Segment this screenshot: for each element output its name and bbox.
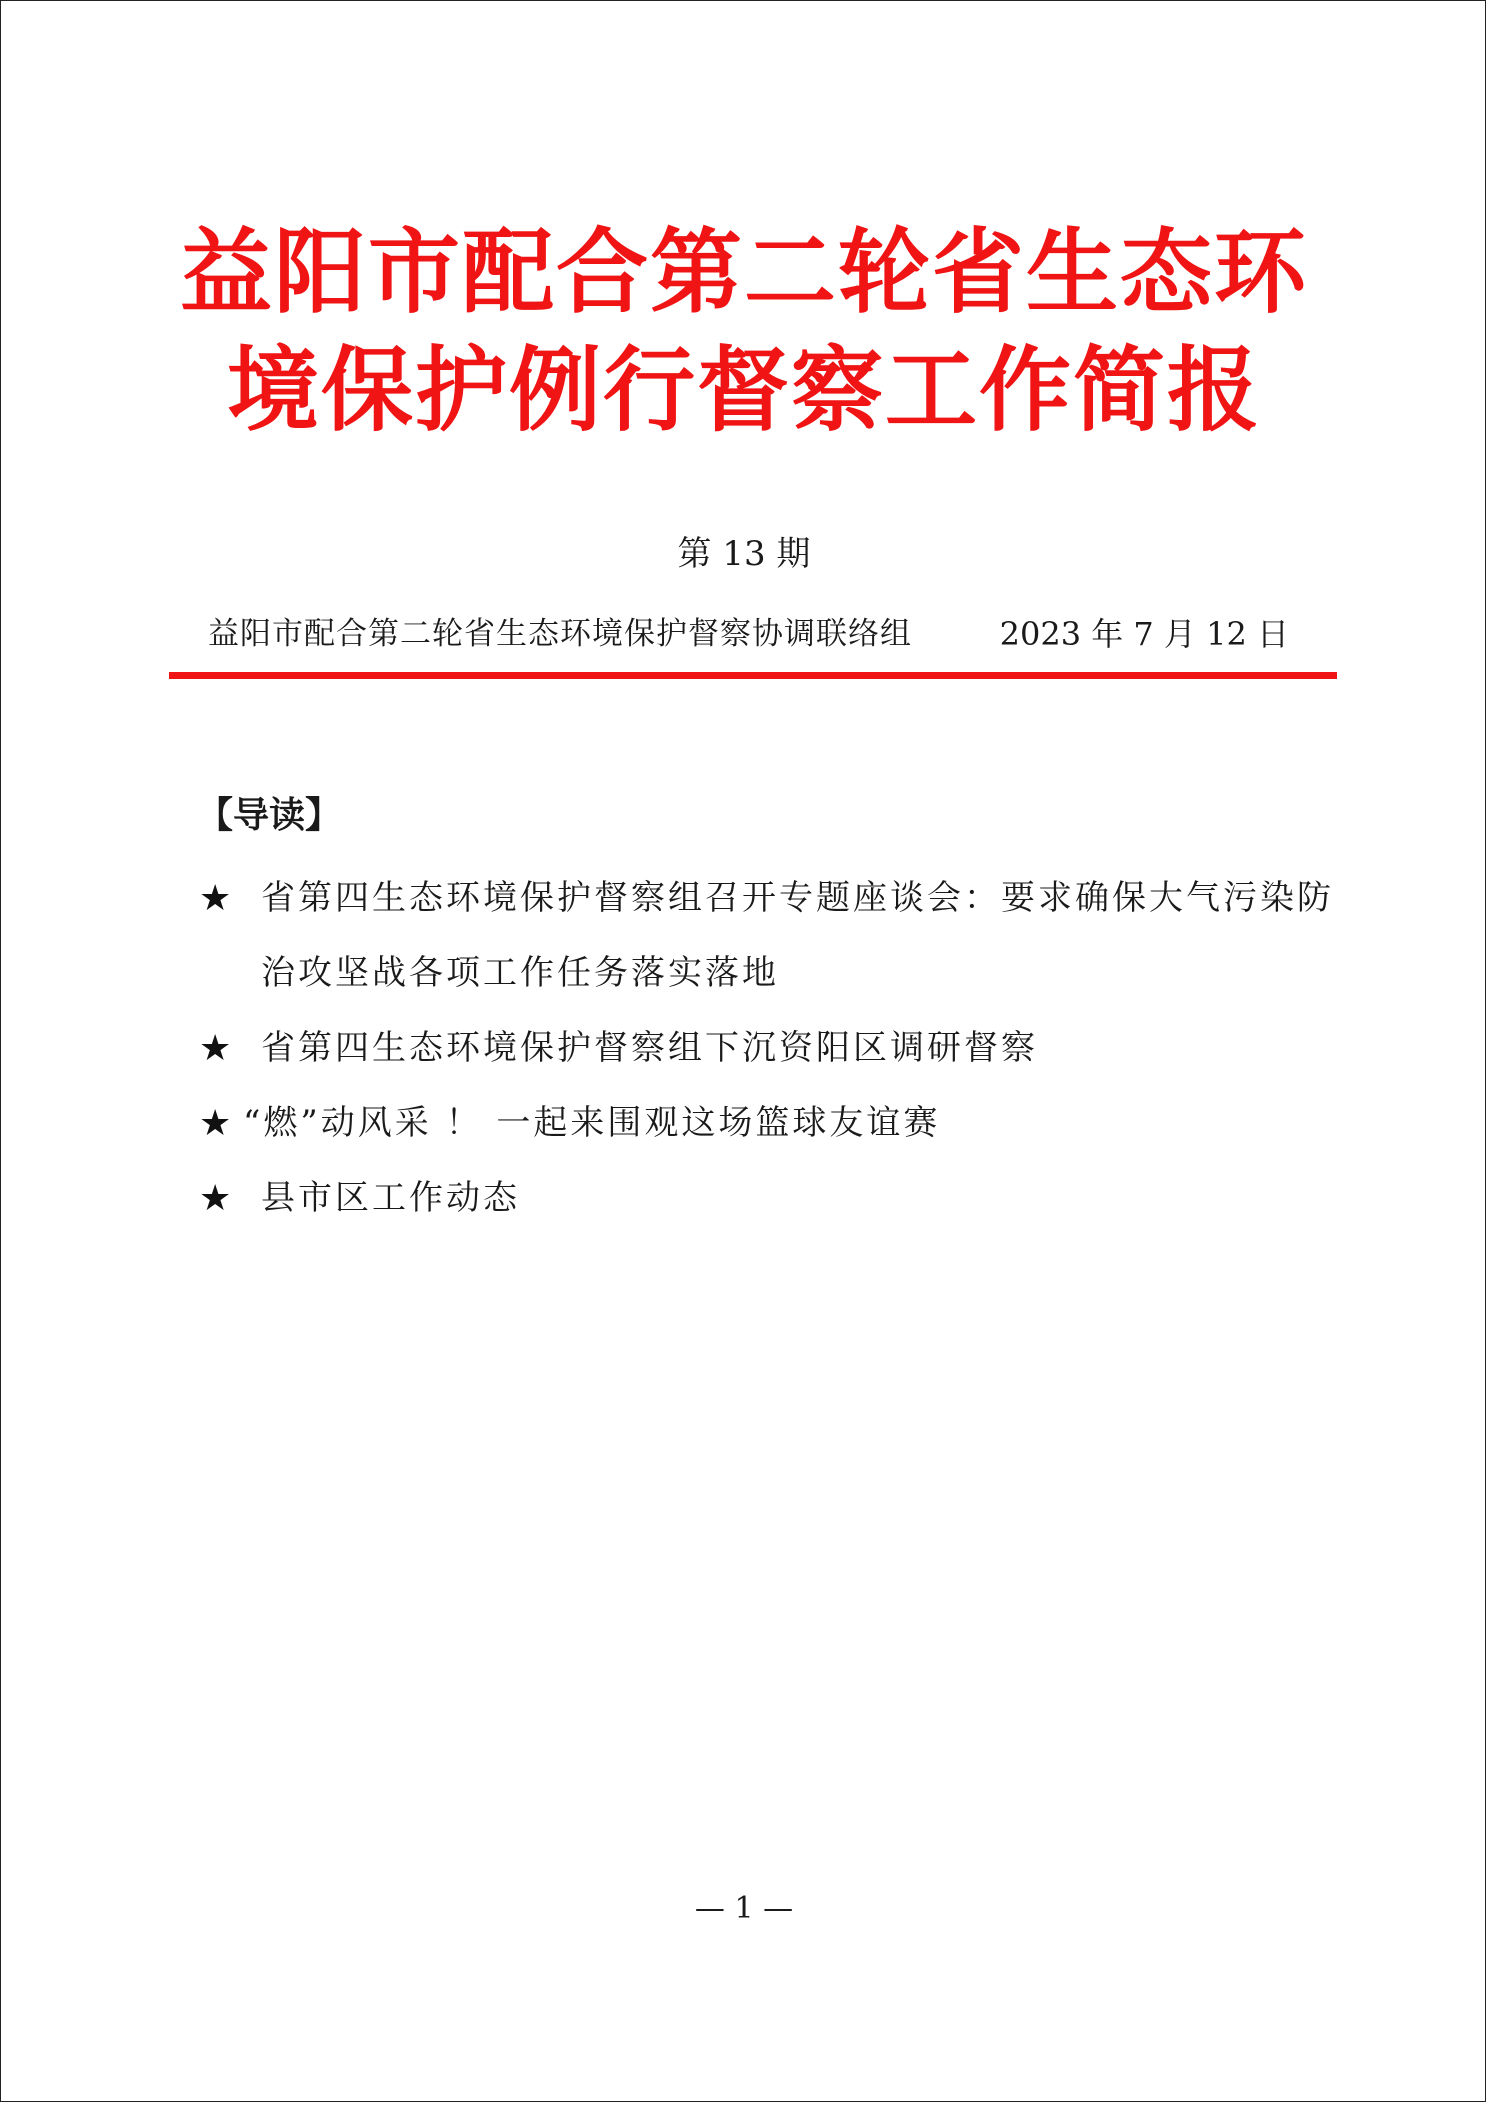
- star-icon: ★: [199, 878, 235, 919]
- issuing-organization: 益阳市配合第二轮省生态环境保护督察协调联络组: [208, 616, 912, 652]
- guide-item-text: 省第四生态环境保护督察组下沉资阳区调研督察: [261, 1028, 1038, 1068]
- guide-item-text: 省第四生态环境保护督察组召开专题座谈会：要求确保大气污染防治攻坚战各项工作任务落实落地: [261, 878, 1334, 993]
- guide-item: [199, 861, 1339, 1011]
- guide-list: [199, 861, 1339, 1236]
- star-icon: ★: [199, 1028, 235, 1069]
- star-icon: ★: [199, 1178, 235, 1219]
- issue-number: 第 13 期: [677, 534, 811, 574]
- guide-item: [199, 1011, 1339, 1086]
- bulletin-title-line-2: 境保护例行督察工作简报: [226, 336, 1261, 444]
- guide-heading: 【导读】: [197, 795, 342, 836]
- star-icon: ★: [199, 1103, 235, 1144]
- guide-item-text: “燃”动风采 ！ 一起来围观这场篮球友谊赛: [243, 1103, 941, 1143]
- bulletin-title-line-1: 益阳市配合第二轮省生态环: [179, 218, 1308, 326]
- red-divider-rule: [169, 672, 1337, 679]
- guide-item: [199, 1086, 1339, 1161]
- issue-date: 2023 年 7 月 12 日: [999, 615, 1289, 653]
- guide-item: [199, 1161, 1339, 1236]
- guide-item-text: 县市区工作动态: [261, 1178, 520, 1218]
- page-number: — 1 —: [694, 1891, 794, 1926]
